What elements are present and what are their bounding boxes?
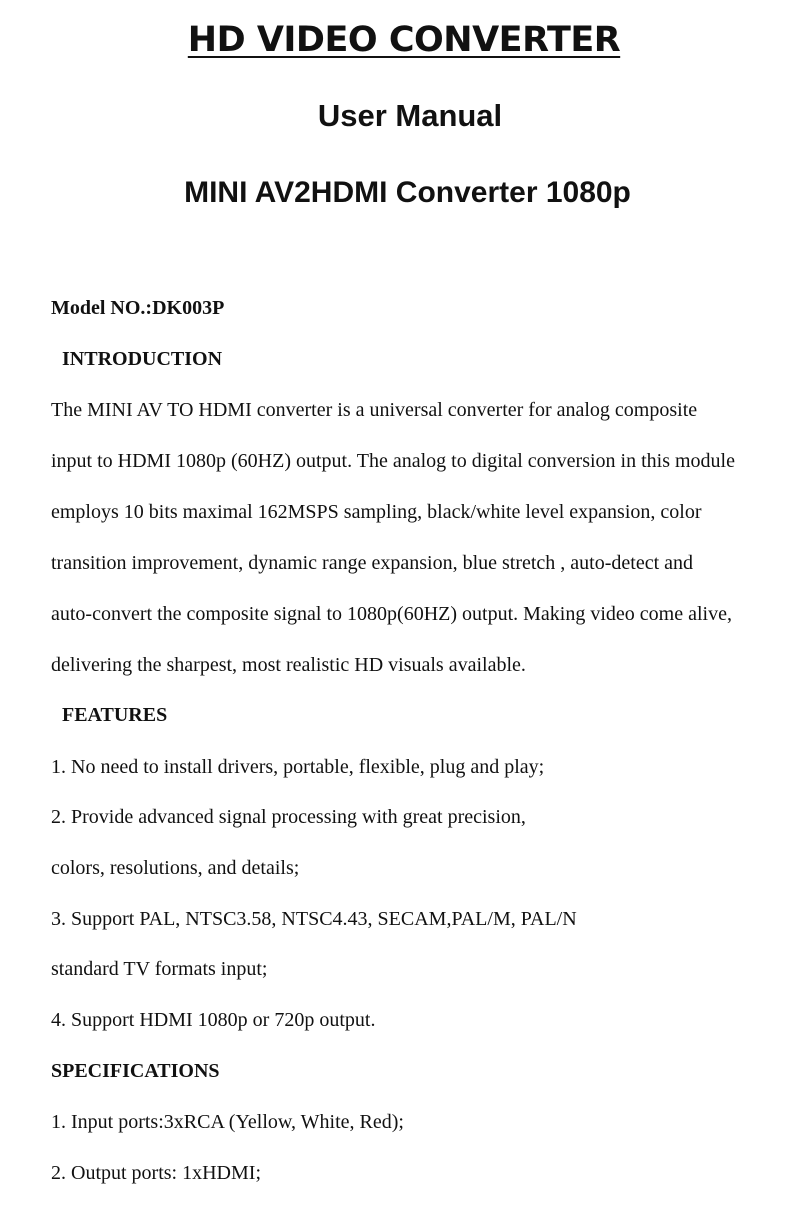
features-line: 4. Support HDMI 1080p or 720p output. — [51, 1009, 376, 1031]
introduction-line: input to HDMI 1080p (60HZ) output. The analog to digital conversion in this module — [51, 450, 735, 472]
introduction-line: transition improvement, dynamic range expansion, blue stretch , auto-detect and — [51, 552, 694, 574]
features-line: standard TV formats input; — [51, 958, 268, 980]
specifications-line: 1. Input ports:3xRCA (Yellow, White, Red); — [51, 1111, 404, 1133]
features-heading: FEATURES — [62, 704, 168, 726]
introduction-heading: INTRODUCTION — [62, 348, 223, 370]
document-title-text: HD VIDEO CONVERTER — [187, 20, 621, 60]
product-name: MINI AV2HDMI Converter 1080p — [184, 176, 631, 209]
introduction-line: employs 10 bits maximal 162MSPS sampling, black/white level expansion, color — [51, 501, 702, 523]
model-number: Model NO.:DK003P — [51, 297, 225, 319]
document-title — [0, 16, 808, 64]
introduction-line: auto-convert the composite signal to 1080p(60HZ) output. Making video come alive, — [51, 603, 732, 625]
introduction-line: The MINI AV TO HDMI converter is a universal converter for analog composite — [51, 399, 698, 421]
features-line: 3. Support PAL, NTSC3.58, NTSC4.43, SECAM,PAL/M, PAL/N — [51, 908, 577, 930]
features-line: 2. Provide advanced signal processing with great precision, — [51, 806, 526, 828]
document-subtitle: User Manual — [317, 98, 503, 133]
introduction-line: delivering the sharpest, most realistic HD visuals available. — [51, 654, 526, 676]
features-line: colors, resolutions, and details; — [51, 857, 300, 879]
features-line: 1. No need to install drivers, portable, flexible, plug and play; — [51, 756, 545, 778]
specifications-line: 2. Output ports: 1xHDMI; — [51, 1162, 261, 1184]
specifications-heading: SPECIFICATIONS — [51, 1060, 220, 1082]
